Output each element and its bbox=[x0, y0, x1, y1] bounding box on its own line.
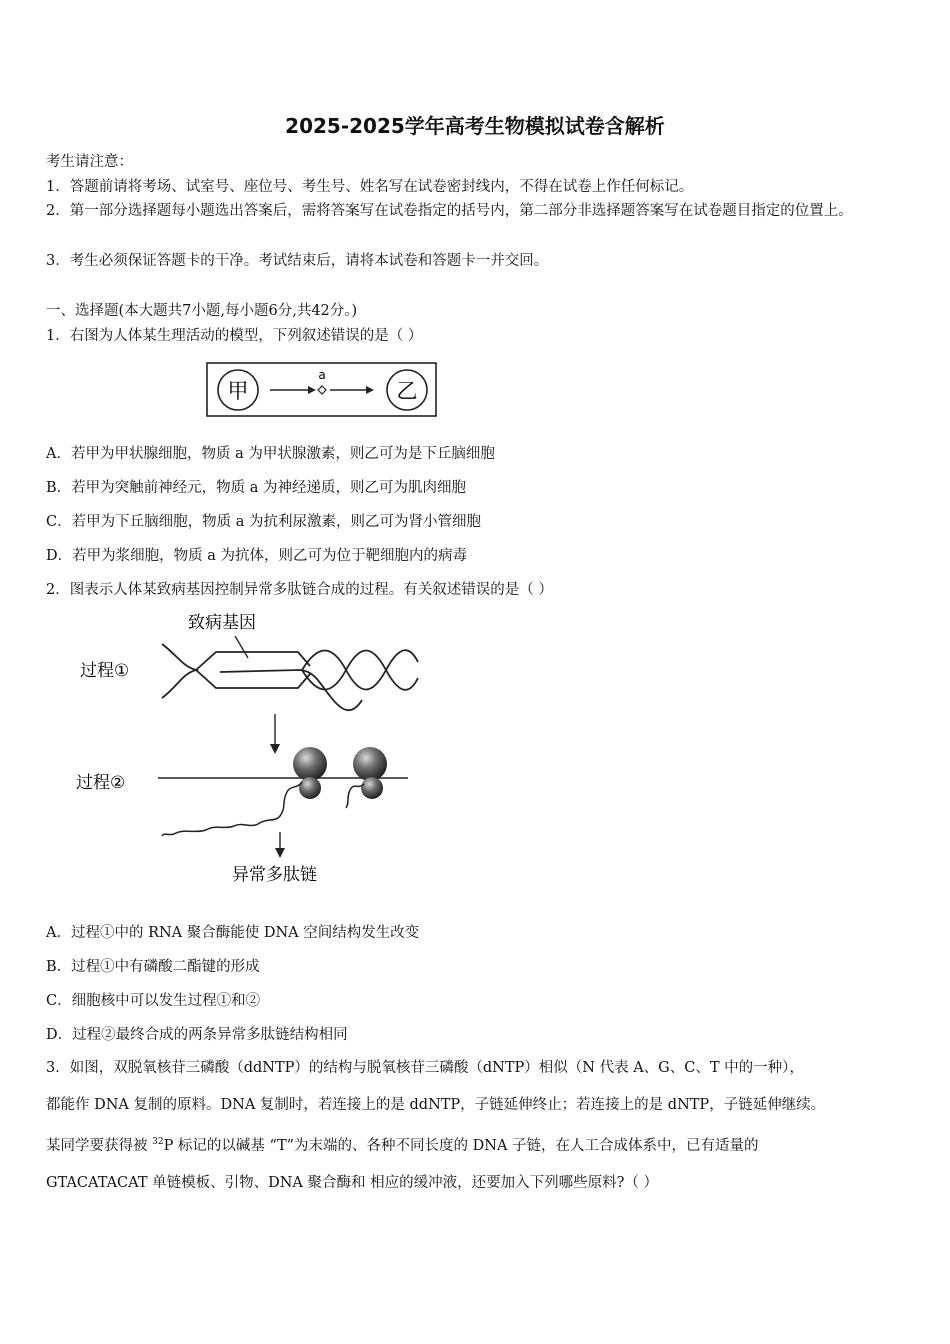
q3-line-3-post: P 标记的以碱基 “T”为末端的、各种不同长度的 DNA 子链，在人工合成体系中，已有适量的 bbox=[163, 1137, 759, 1154]
q2-dna-upper-strand bbox=[196, 652, 310, 670]
q2-ribosome-2-small bbox=[361, 777, 383, 799]
notice-item-2: 2．第一部分选择题每小题选出答案后，需将答案写在试卷指定的括号内，第二部分非选择题答案写在试卷题目指定的位置上。 bbox=[46, 203, 853, 219]
q2-arrowhead-down-2 bbox=[275, 848, 285, 858]
q3-line-4: GTACATACAT 单链模板、引物、DNA 聚合酶和 相应的缓冲液，还要加入下列哪些原料?（ ） bbox=[46, 1174, 658, 1191]
q1-option-c: C．若甲为下丘脑细胞，物质 a 为抗利尿激素，则乙可为肾小管细胞 bbox=[46, 514, 481, 530]
section-heading: 一、选择题(本大题共7小题,每小题6分,共42分。) bbox=[46, 303, 358, 319]
q1-substance-diamond-icon bbox=[318, 386, 326, 394]
q2-ribosome-1-large bbox=[293, 747, 327, 781]
notice-item-1: 1．答题前请将考场、试室号、座位号、考生号、姓名写在试卷密封线内，不得在试卷上作任何标记。 bbox=[46, 179, 694, 195]
q2-stem: 2．图表示人体某致病基因控制异常多肽链合成的过程。有关叙述错误的是（ ） bbox=[46, 582, 553, 598]
q3-line-3 bbox=[46, 1124, 918, 1165]
q3-line-2: 都能作 DNA 复制的原料。DNA 复制时，若连接上的是 ddNTP，子链延伸终止；若连接上的是 dNTP，子链延伸继续。 bbox=[46, 1097, 826, 1113]
q3-isotope-mass: 32 bbox=[152, 1137, 164, 1147]
q2-polypeptide-1 bbox=[162, 782, 302, 836]
q1-figure bbox=[206, 362, 438, 418]
notice-item-3: 3．考生必须保证答题卡的干净。考试结束后，请将本试卷和答题卡一并交回。 bbox=[46, 253, 549, 269]
q3-stem bbox=[46, 1050, 918, 1202]
q2-arrowhead-down-1 bbox=[270, 744, 280, 754]
q1-option-b: B．若甲为突触前神经元，物质 a 为神经递质，则乙可为肌肉细胞 bbox=[46, 480, 467, 496]
q2-label-gene: 致病基因 bbox=[188, 613, 256, 633]
q1-stem: 1．右图为人体某生理活动的模型，下列叙述错误的是（ ） bbox=[46, 328, 423, 344]
q2-dna-helix-2 bbox=[302, 651, 418, 690]
q3-line-1: 3．如图，双脱氧核苷三磷酸（ddNTP）的结构与脱氧核苷三磷酸（dNTP）相似（N 代表 A、G、C、T 中的一种）， bbox=[46, 1060, 804, 1076]
q2-figure bbox=[70, 604, 420, 889]
q2-option-b: B．过程①中有磷酸二酯键的形成 bbox=[46, 959, 260, 975]
q2-option-d: D．过程②最终合成的两条异常多肽链结构相同 bbox=[46, 1027, 348, 1043]
q2-mrna-strand bbox=[220, 670, 362, 710]
q2-dna-lower-strand bbox=[196, 670, 310, 688]
q2-gene-pointer bbox=[235, 636, 248, 658]
q2-label-product: 异常多肽链 bbox=[232, 865, 317, 885]
page-title: 2025-2025学年高考生物模拟试卷含解析 bbox=[285, 114, 665, 138]
q2-ribosome-1-small bbox=[299, 777, 321, 799]
q1-label-left: 甲 bbox=[227, 379, 249, 403]
q2-dna-left-end bbox=[162, 644, 196, 698]
q2-option-a: A．过程①中的 RNA 聚合酶能使 DNA 空间结构发生改变 bbox=[46, 925, 420, 941]
q1-label-mid: a bbox=[318, 368, 326, 382]
q3-line-3-pre: 某同学要获得被 bbox=[46, 1137, 153, 1154]
q1-arrowhead-1 bbox=[308, 386, 316, 394]
q2-dna-helix-1 bbox=[302, 650, 418, 689]
q1-arrowhead-2 bbox=[366, 386, 374, 394]
q2-label-process-1: 过程① bbox=[80, 661, 130, 681]
q1-option-d: D．若甲为浆细胞，物质 a 为抗体，则乙可为位于靶细胞内的病毒 bbox=[46, 548, 467, 564]
q2-ribosome-2-large bbox=[353, 747, 387, 781]
notice-heading: 考生请注意： bbox=[46, 154, 133, 170]
q1-label-right: 乙 bbox=[396, 379, 418, 403]
q2-label-process-2: 过程② bbox=[76, 773, 126, 793]
q1-option-a: A．若甲为甲状腺细胞，物质 a 为甲状腺激素，则乙可为是下丘脑细胞 bbox=[46, 446, 495, 462]
q2-option-c: C．细胞核中可以发生过程①和② bbox=[46, 993, 261, 1009]
